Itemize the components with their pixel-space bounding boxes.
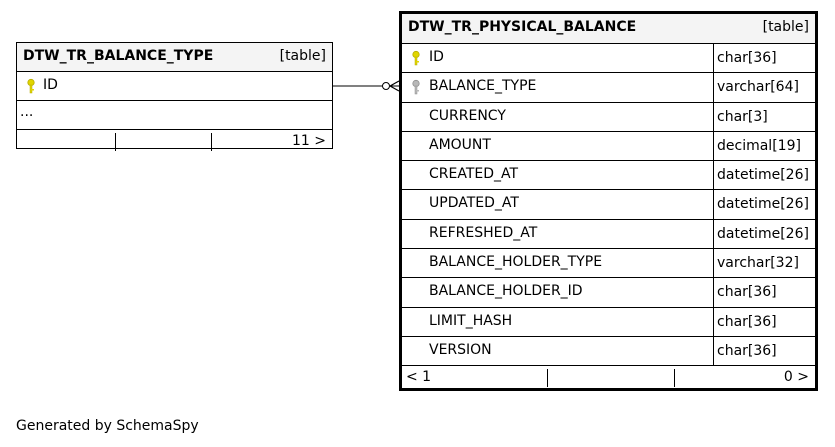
- more-columns-row: [17, 101, 332, 130]
- column-type: datetime[26]: [713, 190, 809, 218]
- table-name[interactable]: DTW_TR_BALANCE_TYPE: [23, 48, 214, 64]
- table-footer: [17, 130, 332, 153]
- children-count[interactable]: 0 >: [783, 369, 809, 386]
- column-row[interactable]: [402, 337, 815, 366]
- generated-by-note: Generated by SchemaSpy: [16, 418, 199, 434]
- column-row[interactable]: [402, 278, 815, 307]
- column-type: varchar[64]: [713, 73, 799, 101]
- column-row[interactable]: [17, 72, 332, 101]
- table-kind: [table]: [279, 48, 326, 64]
- column-name: BALANCE_HOLDER_TYPE: [429, 254, 603, 271]
- column-row[interactable]: [402, 44, 815, 73]
- column-name: ID: [429, 49, 444, 65]
- column-type: datetime[26]: [713, 161, 809, 189]
- table-header: [402, 14, 815, 44]
- column-row[interactable]: [402, 190, 815, 219]
- column-row[interactable]: [402, 249, 815, 278]
- crowfoot-marker: [390, 81, 399, 86]
- column-name: ID: [43, 77, 58, 93]
- primary-key-icon: [410, 50, 422, 67]
- column-type: char[36]: [713, 308, 777, 336]
- column-row[interactable]: [402, 103, 815, 132]
- column-name: CURRENCY: [429, 107, 506, 124]
- column-type: char[36]: [713, 278, 777, 306]
- optional-marker: [383, 83, 390, 90]
- column-name: REFRESHED_AT: [429, 224, 538, 241]
- column-name: LIMIT_HASH: [429, 312, 513, 329]
- column-row[interactable]: [402, 308, 815, 337]
- column-name: CREATED_AT: [429, 166, 519, 183]
- column-type: char[36]: [713, 337, 777, 365]
- table-dtw-tr-balance-type[interactable]: [16, 42, 333, 149]
- column-name: VERSION: [429, 341, 492, 358]
- column-type: varchar[32]: [713, 249, 799, 277]
- column-row[interactable]: [402, 161, 815, 190]
- more-columns-ellipsis: ...: [20, 104, 34, 120]
- column-name: BALANCE_TYPE: [429, 78, 537, 95]
- column-name: BALANCE_HOLDER_ID: [429, 283, 583, 300]
- table-footer: [402, 366, 815, 389]
- column-type: char[3]: [713, 103, 768, 131]
- column-row[interactable]: [402, 220, 815, 249]
- column-row[interactable]: [402, 73, 815, 102]
- column-name: AMOUNT: [429, 136, 491, 153]
- table-name[interactable]: DTW_TR_PHYSICAL_BALANCE: [408, 19, 637, 35]
- column-type: datetime[26]: [713, 220, 809, 248]
- table-header: [17, 43, 332, 72]
- table-kind: [table]: [762, 19, 809, 35]
- parents-count[interactable]: < 1: [406, 369, 432, 386]
- column-row[interactable]: [402, 132, 815, 161]
- foreign-key-icon: [410, 79, 422, 96]
- primary-key-icon: [25, 78, 37, 95]
- column-type: char[36]: [713, 44, 777, 72]
- children-count[interactable]: 11 >: [292, 133, 326, 149]
- column-name: UPDATED_AT: [429, 195, 519, 212]
- table-dtw-tr-physical-balance[interactable]: [399, 11, 818, 391]
- column-type: decimal[19]: [713, 132, 801, 160]
